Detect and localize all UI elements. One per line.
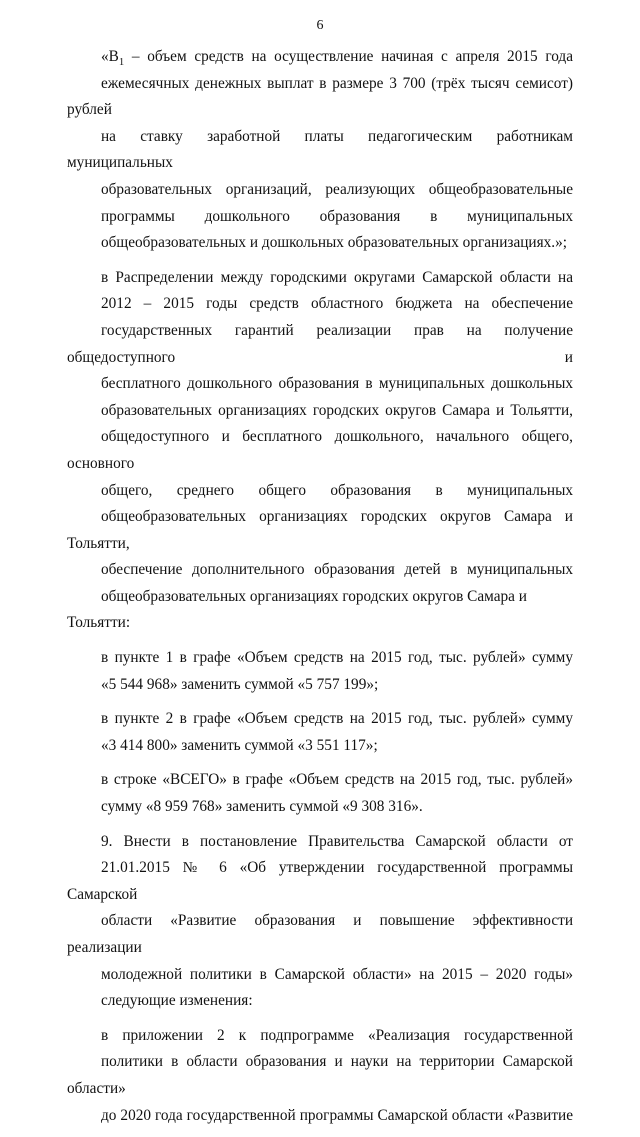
text-line: сумму «8 959 768» заменить суммой «9 308 316». <box>101 798 423 816</box>
text-line: на ставку заработной платы педагогическим работникам муниципальных <box>67 127 573 172</box>
text-line: в Распределении между городскими округами Самарской области на <box>101 268 573 286</box>
text-line: в строке «ВСЕГО» в графе «Объем средств на 2015 год, тыс. рублей» <box>101 771 573 789</box>
paragraph-appendix-2 <box>67 1023 573 1129</box>
text-line: в пункте 1 в графе «Объем средств на 2015 год, тыс. рублей» сумму <box>101 649 573 667</box>
text-line: образовательных организаций, реализующих общеобразовательные <box>101 180 573 198</box>
text-line: следующие изменения: <box>101 992 253 1010</box>
text-line: до 2020 года государственной программы Самарской области «Развитие <box>101 1106 573 1124</box>
document-body <box>67 44 573 1137</box>
text-line: общеобразовательных и дошкольных образовательных организациях.»; <box>101 234 568 252</box>
text-line: обеспечение дополнительного образования детей в муниципальных <box>101 561 573 579</box>
text-line: в пункте 2 в графе «Объем средств на 2015 год, тыс. рублей» сумму <box>101 710 573 728</box>
text-line: общеобразовательных организациях городских округов Самара и Тольятти: <box>67 587 527 632</box>
paragraph-total <box>67 767 573 820</box>
paragraph-section-9 <box>67 829 573 1015</box>
text-line: «3 414 800» заменить суммой «3 551 117»; <box>101 736 378 754</box>
text-line: образовательных организациях городских округов Самара и Тольятти, <box>101 401 573 419</box>
paragraph-item-2 <box>67 706 573 759</box>
text-line: программы дошкольного образования в муниципальных <box>101 207 573 225</box>
text-line: 9. Внести в постановление Правительства Самарской области от <box>101 832 573 850</box>
text-line: общеобразовательных организациях городских округов Самара и Тольятти, <box>67 508 573 552</box>
paragraph-item-1 <box>67 645 573 698</box>
text-line: ежемесячных денежных выплат в размере 3 700 (трёх тысяч семисот) рублей <box>67 74 573 119</box>
text-line: области «Развитие образования и повышение эффективности реализации <box>67 912 573 956</box>
text-line: общего, среднего общего образования в муниципальных <box>101 481 573 499</box>
text-line: 2012 – 2015 годы средств областного бюджета на обеспечение <box>101 295 573 313</box>
paragraph-distribution <box>67 265 573 637</box>
text-line: бесплатного дошкольного образования в муниципальных дошкольных <box>101 375 573 393</box>
text-line: «$В_1$ – объем средств на осуществление начиная с апреля 2015 года <box>101 48 573 69</box>
text-line: 21.01.2015 № 6 «Об утверждении государственной программы Самарской <box>67 859 573 903</box>
text-line: в приложении 2 к подпрограмме «Реализация государственной <box>101 1026 573 1044</box>
text-line: государственных гарантий реализации прав на получение общедоступного и <box>67 321 573 366</box>
text-line: «5 544 968» заменить суммой «5 757 199»; <box>101 675 379 693</box>
page-number: 6 <box>316 18 324 33</box>
paragraph-b1-definition <box>67 44 573 257</box>
text-line: общедоступного и бесплатного дошкольного, начального общего, основного <box>67 428 573 472</box>
text-line: молодежной политики в Самарской области» на 2015 – 2020 годы» <box>101 965 573 983</box>
text-line: политики в области образования и науки на территории Самарской области» <box>67 1053 573 1097</box>
